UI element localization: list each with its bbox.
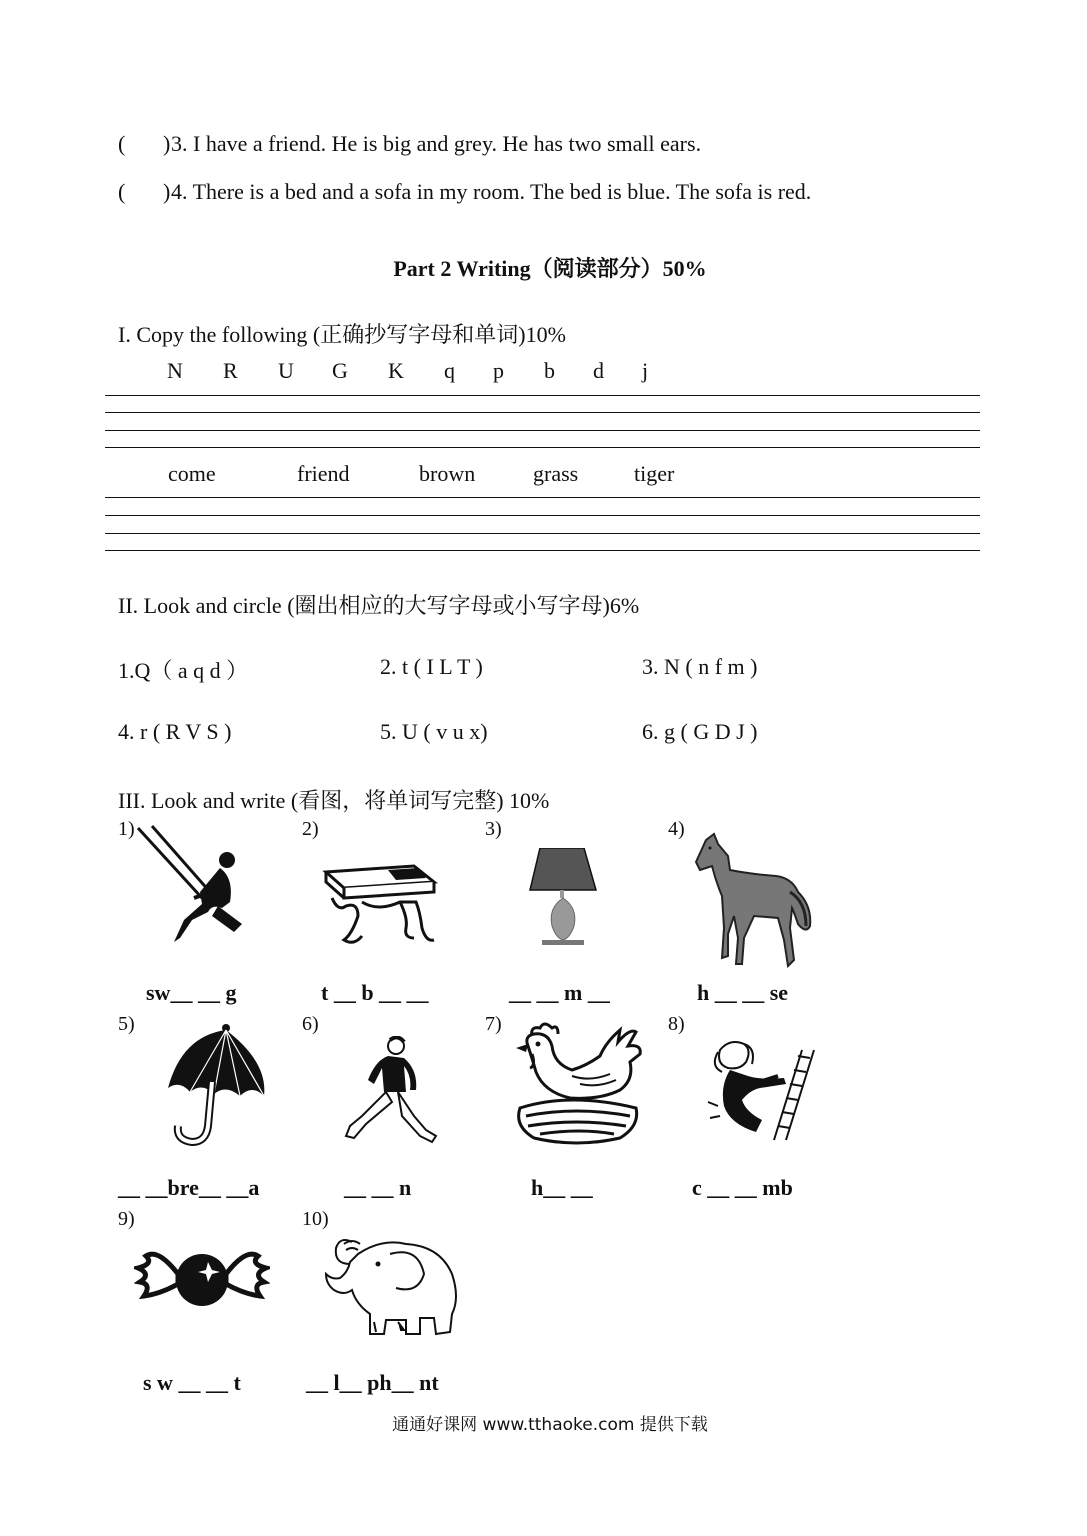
copy-word: grass bbox=[533, 461, 579, 486]
copy-letter: R bbox=[223, 358, 238, 383]
copy-letter: N bbox=[167, 358, 183, 383]
answer-paren-open: ( bbox=[118, 179, 126, 204]
item-number: 1) bbox=[118, 818, 135, 840]
item-number: 6) bbox=[302, 1013, 319, 1035]
copy-word: friend bbox=[297, 461, 350, 486]
item-number: 10) bbox=[302, 1208, 329, 1230]
circle-item-2[interactable]: 2. t ( I L T ) bbox=[380, 654, 483, 679]
copy-word: brown bbox=[419, 461, 476, 486]
answer-paren-close: ) bbox=[163, 131, 171, 156]
copy-letter: U bbox=[278, 358, 294, 383]
climbing-girl-icon bbox=[700, 1036, 820, 1142]
horse-icon bbox=[694, 830, 814, 970]
circle-item-4[interactable]: 4. r ( R V S ) bbox=[118, 719, 232, 744]
answer-paren-close: ) bbox=[163, 179, 171, 204]
candy-icon bbox=[134, 1240, 270, 1318]
copy-letter: d bbox=[593, 358, 604, 383]
item-number: 8) bbox=[668, 1013, 685, 1035]
part2-title: Part 2 Writing（阅读部分）50% bbox=[393, 256, 707, 281]
copy-letter: G bbox=[332, 358, 348, 383]
section3-heading: III. Look and write (看图，将单词写完整) 10% bbox=[118, 788, 550, 813]
word-blank[interactable]: __ __ m __ bbox=[509, 980, 610, 1005]
umbrella-icon bbox=[162, 1022, 272, 1150]
listen-item-text: 3. I have a friend. He is big and grey. He has two small ears. bbox=[171, 131, 702, 156]
elephant-icon bbox=[322, 1234, 462, 1340]
footer-text: 通通好课网 www.tthaoke.com 提供下载 bbox=[392, 1415, 708, 1435]
item-number: 3) bbox=[485, 818, 502, 840]
word-blank[interactable]: h__ __ bbox=[531, 1175, 593, 1200]
item-number: 2) bbox=[302, 818, 319, 840]
answer-paren-open: ( bbox=[118, 131, 126, 156]
item-number: 7) bbox=[485, 1013, 502, 1035]
circle-item-3[interactable]: 3. N ( n f m ) bbox=[642, 654, 758, 679]
item-number: 9) bbox=[118, 1208, 135, 1230]
swing-icon bbox=[130, 820, 250, 950]
running-man-icon bbox=[338, 1036, 444, 1146]
copy-letter: j bbox=[642, 358, 649, 383]
lamp-icon bbox=[528, 848, 598, 948]
item-number: 5) bbox=[118, 1013, 135, 1035]
circle-item-1[interactable]: 1.Q（ a q d ） bbox=[118, 658, 249, 683]
word-blank[interactable]: sw__ __ g bbox=[146, 980, 237, 1005]
circle-item-6[interactable]: 6. g ( G D J ) bbox=[642, 719, 758, 744]
copy-letter: p bbox=[493, 358, 504, 383]
table-icon bbox=[318, 858, 440, 950]
section2-heading: II. Look and circle (圈出相应的大写字母或小写字母)6% bbox=[118, 593, 640, 618]
word-blank[interactable]: h __ __ se bbox=[697, 980, 789, 1005]
word-blank[interactable]: __ __ n bbox=[344, 1175, 412, 1200]
item-number: 4) bbox=[668, 818, 685, 840]
hen-icon bbox=[510, 1022, 646, 1146]
circle-item-5[interactable]: 5. U ( v u x) bbox=[380, 719, 488, 744]
word-blank[interactable]: s w __ __ t bbox=[143, 1370, 241, 1395]
copy-letter: b bbox=[544, 358, 555, 383]
word-blank[interactable]: __ l__ ph__ nt bbox=[306, 1370, 439, 1395]
copy-word: tiger bbox=[634, 461, 675, 486]
word-blank[interactable]: c __ __ mb bbox=[692, 1175, 793, 1200]
copy-word: come bbox=[168, 461, 216, 486]
copy-letter: K bbox=[388, 358, 404, 383]
copy-letter: q bbox=[444, 358, 455, 383]
word-blank[interactable]: __ __bre__ __a bbox=[118, 1175, 260, 1200]
listen-item-text: 4. There is a bed and a sofa in my room. The bed is blue. The sofa is red. bbox=[171, 179, 812, 204]
section1-heading: I. Copy the following (正确抄写字母和单词)10% bbox=[118, 322, 566, 347]
word-blank[interactable]: t __ b __ __ bbox=[321, 980, 429, 1005]
